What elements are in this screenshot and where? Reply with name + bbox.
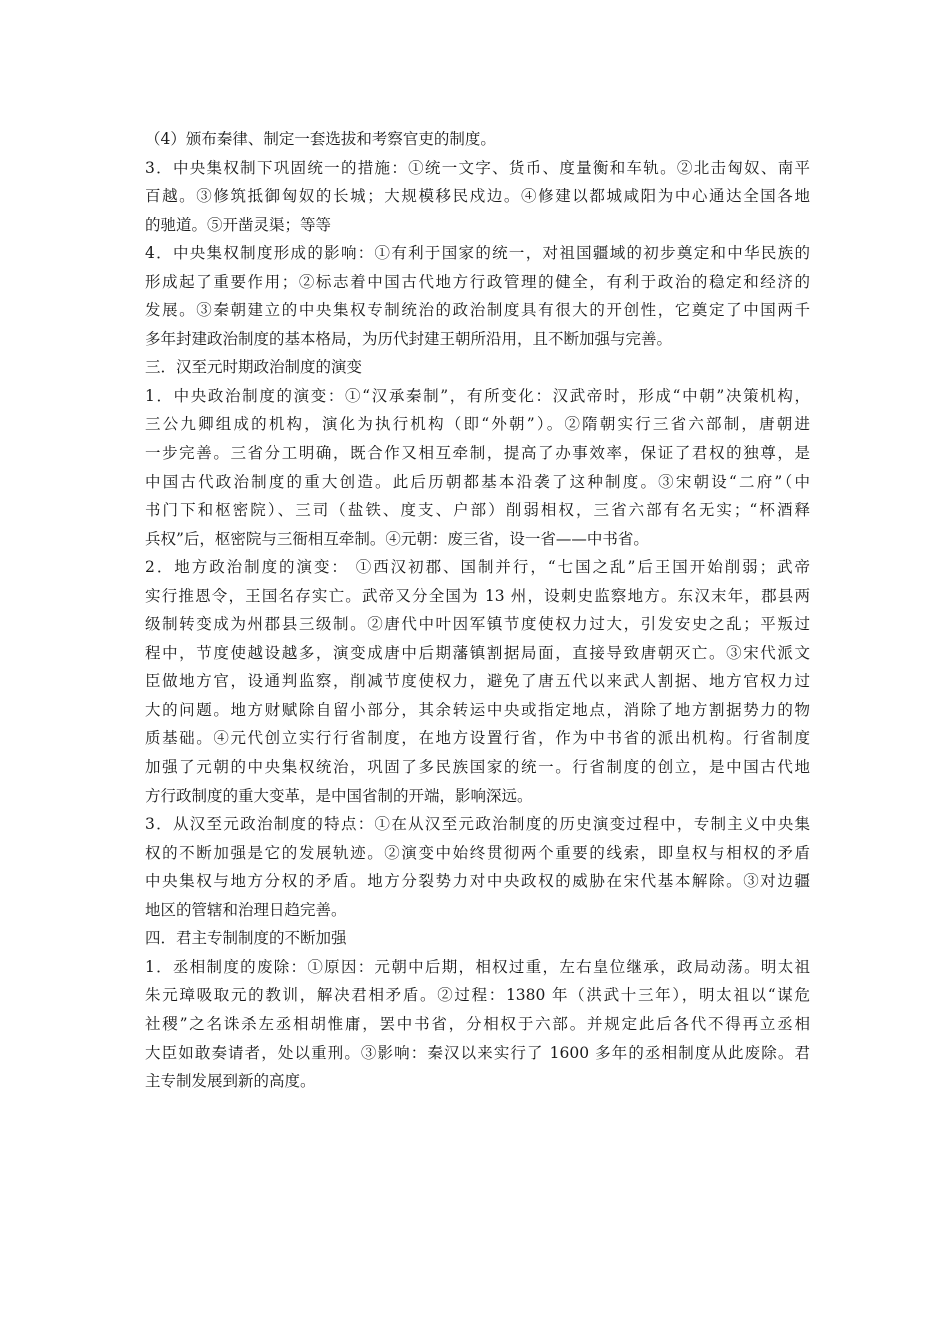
text-line: 权的不断加强是它的发展轨迹。②演变中始终贯彻两个重要的线索，即皇权与相权的矛盾 — [145, 843, 810, 862]
text-line: 社稷”之名诛杀左丞相胡惟庸，罢中书省，分相权于六部。并规定此后各代不得再立丞相 — [145, 1014, 810, 1033]
text-line: 中国古代政治制度的重大创造。此后历朝都基本沿袭了这种制度。③宋朝设“二府”（中 — [145, 472, 810, 491]
text-line: 2．地方政治制度的演变： ①西汉初郡、国制并行，“七国之乱”后王国开始削弱；武帝 — [145, 558, 810, 577]
text-line: 质基础。④元代创立实行行省制度，在地方设置行省，作为中书省的派出机构。行省制度 — [145, 729, 810, 748]
text-line: 主专制发展到新的高度。 — [145, 1072, 316, 1091]
text-line: 书门下和枢密院）、三司（盐铁、度支、户部）削弱相权，三省六部有名无实；“杯酒释 — [145, 501, 810, 520]
text-line: 臣做地方官，设通判监察，削减节度使权力，避免了唐五代以来武人割据、地方官权力过 — [145, 672, 810, 691]
text-line: 百越。③修筑抵御匈奴的长城；大规模移民戍边。④修建以都城咸阳为中心通达全国各地 — [145, 187, 810, 206]
text-line: 地区的管辖和治理日趋完善。 — [145, 900, 347, 919]
text-line: 三公九卿组成的机构，演化为执行机构（即“外朝”）。②隋朝实行三省六部制，唐朝进 — [145, 415, 810, 434]
text-line: 四．君主专制制度的不断加强 — [145, 929, 347, 948]
text-line: 实行推恩令，王国名存实亡。武帝又分全国为 13 州，设刺史监察地方。东汉末年，郡县两 — [145, 586, 810, 605]
text-line: 4．中央集权制度形成的影响：①有利于国家的统一，对祖国疆域的初步奠定和中华民族的 — [145, 244, 810, 263]
text-line: 方行政制度的重大变革，是中国省制的开端，影响深远。 — [145, 786, 533, 805]
document-body — [145, 125, 810, 1096]
text-line: 一步完善。三省分工明确，既合作又相互牵制，提高了办事效率，保证了君权的独尊，是 — [145, 444, 810, 463]
text-line: 朱元璋吸取元的教训，解决君相矛盾。②过程：1380 年（洪武十三年），明太祖以“谋危 — [145, 986, 810, 1005]
text-line: （4）颁布秦律、制定一套选拔和考察官吏的制度。 — [145, 130, 496, 148]
text-line: 形成起了重要作用；②标志着中国古代地方行政管理的健全，有利于政治的稳定和经济的 — [145, 272, 810, 291]
text-line: 3．中央集权制下巩固统一的措施：①统一文字、货币、度量衡和车轨。②北击匈奴、南平 — [145, 158, 810, 177]
text-line: 大的问题。地方财赋除自留小部分，其余转运中央或指定地点，消除了地方割据势力的物 — [145, 700, 810, 719]
text-line: 加强了元朝的中央集权统治，巩固了多民族国家的统一。行省制度的创立，是中国古代地 — [145, 758, 810, 777]
text-line: 发展。③秦朝建立的中央集权专制统治的政治制度具有很大的开创性，它奠定了中国两千 — [145, 301, 810, 320]
text-line: 3．从汉至元政治制度的特点：①在从汉至元政治制度的历史演变过程中，专制主义中央集 — [145, 815, 810, 834]
text-line: 1．丞相制度的废除：①原因：元朝中后期，相权过重，左右皇位继承，政局动荡。明太祖 — [145, 957, 810, 976]
text-line: 多年封建政治制度的基本格局，为历代封建王朝所沿用，且不断加强与完善。 — [145, 329, 673, 348]
text-line: 大臣如敢奏请者，处以重刑。③影响：秦汉以来实行了 1600 多年的丞相制度从此废除。君 — [145, 1043, 810, 1062]
text-line: 三．汉至元时期政治制度的演变 — [145, 358, 363, 377]
text-line: 兵权”后，枢密院与三衙相互牵制。④元朝：废三省，设一省——中书省。 — [145, 529, 649, 548]
text-line: 的驰道。⑤开凿灵渠；等等 — [145, 215, 332, 234]
text-line: 中央集权与地方分权的矛盾。地方分裂势力对中央政权的威胁在宋代基本解除。③对边疆 — [145, 872, 810, 891]
text-line: 级制转变成为州郡县三级制。②唐代中叶因军镇节度使权力过大，引发安史之乱；平叛过 — [145, 615, 810, 634]
text-line: 1．中央政治制度的演变：①“汉承秦制”，有所变化：汉武帝时，形成“中朝”决策机构， — [145, 386, 810, 405]
text-line: 程中，节度使越设越多，演变成唐中后期藩镇割据局面，直接导致唐朝灭亡。③宋代派文 — [145, 643, 810, 662]
